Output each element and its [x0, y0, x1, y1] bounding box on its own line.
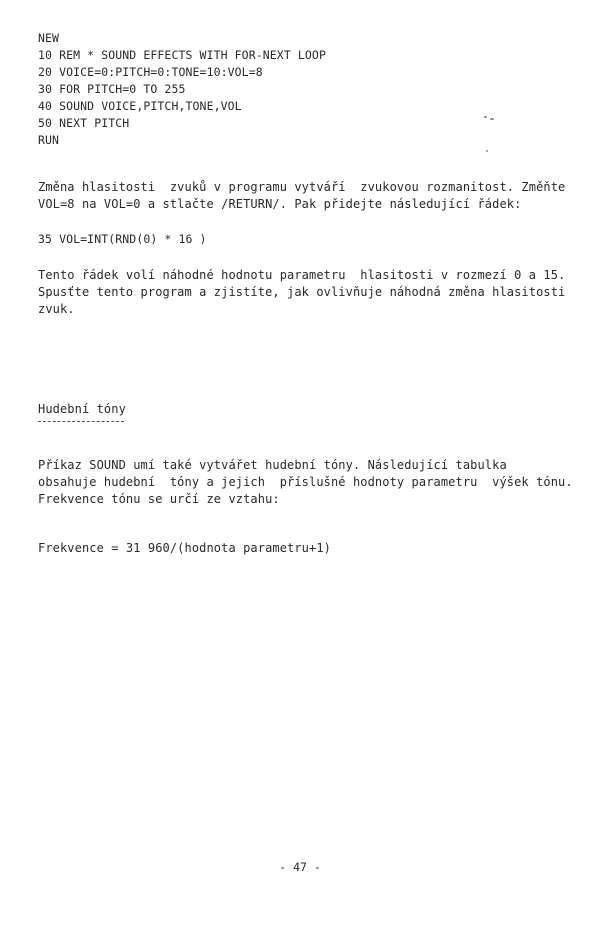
paragraph-random-line-3: zvuk.: [38, 302, 75, 316]
code-line-50: 50 NEXT PITCH: [38, 116, 130, 130]
scan-speck: [486, 150, 488, 152]
frequency-formula: Frekvence = 31 960/(hodnota parametru+1): [38, 541, 331, 555]
paragraph-tones-line-3: Frekvence tónu se určí ze vztahu:: [38, 492, 280, 506]
code-line-30: 30 FOR PITCH=0 TO 255: [38, 82, 186, 96]
paragraph-tones-line-1: Příkaz SOUND umí také vytvářet hudební tóny. Následující tabulka: [38, 458, 507, 472]
paragraph-tones-line-2: obsahuje hudební tóny a jejich příslušné hodnoty parametru výšek tónu.: [38, 475, 573, 489]
code-line-20: 20 VOICE=0:PITCH=0:TONE=10:VOL=8: [38, 65, 263, 79]
scan-speck: [484, 116, 487, 118]
paragraph-volume-line-1: Změna hlasitosti zvuků v programu vytváří zvukovou rozmanitost. Změňte: [38, 180, 566, 194]
code-line-new: NEW: [38, 31, 60, 45]
scan-speck: [490, 118, 494, 120]
paragraph-random-line-2: Spusťte tento program a zjistíte, jak ovlivňuje náhodná změna hlasitosti: [38, 285, 566, 299]
paragraph-volume-line-2: VOL=8 na VOL=0 a stlačte /RETURN/. Pak přidejte následující řádek:: [38, 197, 522, 211]
code-line-40: 40 SOUND VOICE,PITCH,TONE,VOL: [38, 99, 242, 113]
section-heading: Hudební tóny: [38, 402, 126, 416]
code-line-35: 35 VOL=INT(RND(0) * 16 ): [38, 232, 207, 246]
code-line-run: RUN: [38, 133, 60, 147]
paragraph-random-line-1: Tento řádek volí náhodné hodnotu parametru hlasitosti v rozmezí 0 a 15.: [38, 268, 566, 282]
page-number: - 47 -: [279, 860, 321, 874]
code-line-10: 10 REM * SOUND EFFECTS WITH FOR-NEXT LOOP: [38, 48, 326, 62]
heading-underline: [38, 421, 124, 422]
